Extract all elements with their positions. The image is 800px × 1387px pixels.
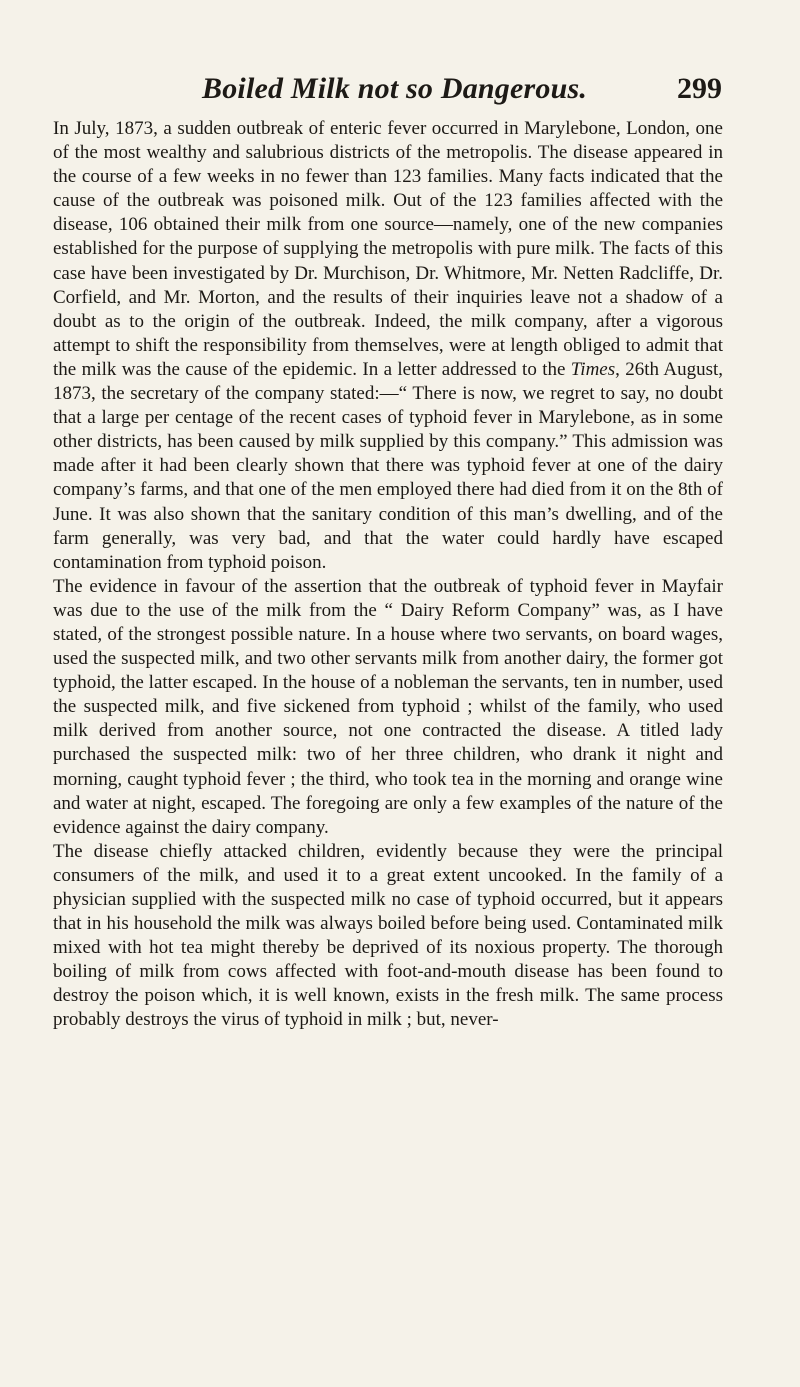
body-text <box>53 117 723 1033</box>
paragraph-3: The disease chiefly attacked children, evidently because they were the principal consumers of the milk, and used it to a great extent uncooked. In the family of a physician supplied with the suspected milk no case of typhoid occurred, but it appears that in his household the milk was always boiled before being used. Contaminated milk mixed with hot tea might thereby be deprived of its noxious property. The thorough boiling of milk from cows affected with foot-and-mouth disease has been found to destroy the poison which, it is well known, exists in the fresh milk. The same process probably destroys the virus of typhoid in milk ; but, never- <box>53 840 723 1031</box>
paragraph-1-text-a: In July, 1873, a sudden outbreak of enteric fever occurred in Marylebone, London, one of the most wealthy and salubrious districts of the metropolis. The disease appeared in the course of a few weeks in no fewer than 123 families. Many facts indicated that the cause of the outbreak was poisoned milk. Out of the 123 families affected with the disease, 106 obtained their milk from one source—namely, one of the new companies established for the purpose of supplying the metropolis with pure milk. The facts of this case have been investigated by Dr. Murchison, Dr. Whitmore, Mr. Netten Radcliffe, Dr. Corfield, and Mr. Morton, and the results of their inquiries leave not a shadow of a doubt as to the origin of the outbreak. Indeed, the milk company, after a vigorous attempt to shift the responsibility from themselves, were at length obliged to admit that the milk was the cause of the epidemic. In a letter addressed to the <box>53 118 723 380</box>
running-title: Boiled Milk not so Dangerous. <box>202 72 588 105</box>
running-head <box>100 72 722 112</box>
paragraph-2: The evidence in favour of the assertion that the outbreak of typhoid fever in Mayfair was due to the use of the milk from the “ Dairy Reform Company” was, as I have stated, of the strongest possible nature. In a house where two servants, on board wages, used the suspected milk, and two other servants milk from another dairy, the former got typhoid, the latter escaped. In the house of a nobleman the servants, ten in number, used the suspected milk, and five sickened from typhoid ; whilst of the family, who used milk derived from another source, not one contracted the disease. A titled lady purchased the suspected milk: two of her three children, who drank it night and morning, caught typhoid fever ; the third, who took tea in the morning and orange wine and water at night, escaped. The foregoing are only a few examples of the nature of the evidence against the dairy company. <box>53 575 723 838</box>
paragraph-1 <box>53 117 723 575</box>
newspaper-title: Times <box>570 358 616 380</box>
page-number: 299 <box>677 72 722 105</box>
paragraph-1-text-b: , 26th August, 1873, the secretary of the company stated:—“ There is now, we regret to say, no doubt that a large per centage of the recent cases of typhoid fever in Marylebone, as in some other districts, has been caused by milk supplied by this company.” This admission was made after it had been clearly shown that there was typhoid fever at one of the dairy company’s farms, and that one of the men employed there had died from it on the 8th of June. It was also shown that the sanitary condition of this man’s dwelling, and of the farm generally, was very bad, and that the water could hardly have escaped contamination from typhoid poison. <box>53 358 724 573</box>
